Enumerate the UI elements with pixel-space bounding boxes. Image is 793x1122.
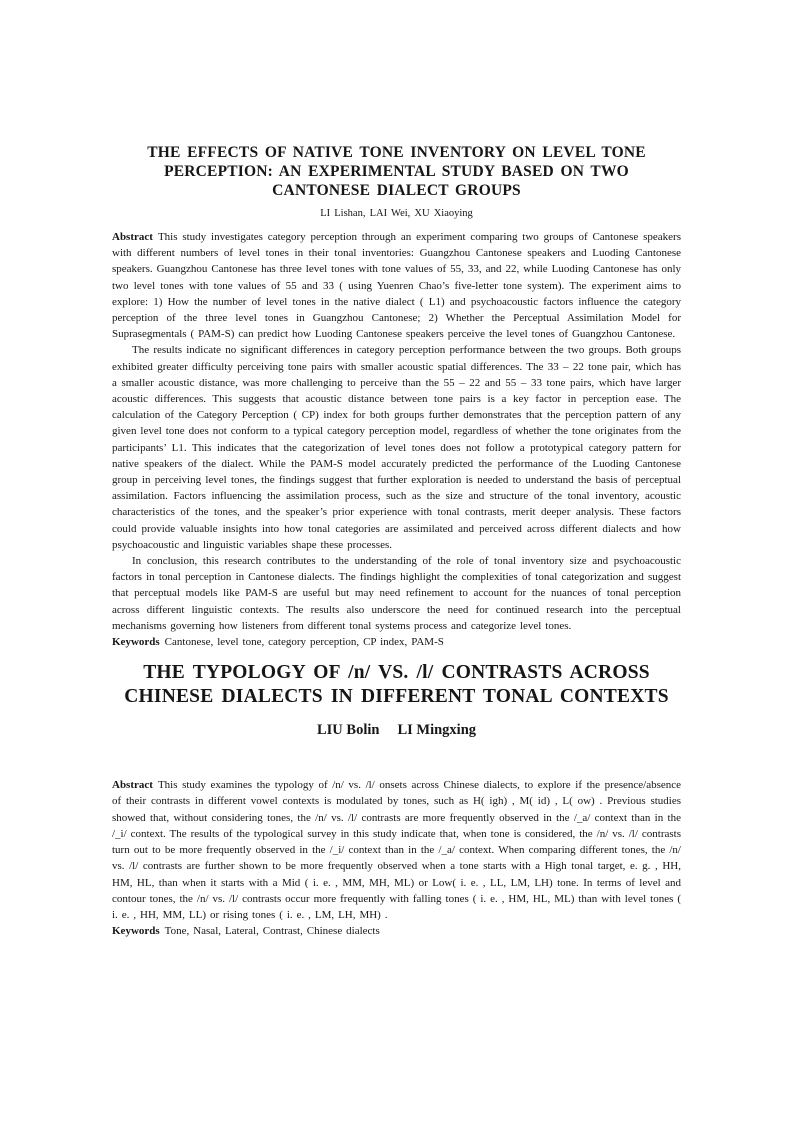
article-2-abstract-label: Abstract — [112, 779, 153, 792]
article-1-title-line-2: PERCEPTION: AN EXPERIMENTAL STUDY BASED ON TWO — [164, 163, 629, 180]
article-2-author-1: LIU Bolin — [316, 722, 380, 739]
article-1-title-line-1: THE EFFECTS OF NATIVE TONE INVENTORY ON LEVEL TONE — [147, 144, 646, 161]
article-1-keywords — [112, 634, 681, 650]
article-2-title-line-2: CHINESE DIALECTS IN DIFFERENT TONAL CONTEXTS — [124, 685, 669, 707]
article-1-header — [112, 143, 681, 221]
article-1 — [112, 143, 681, 650]
article-1-keywords-text: Cantonese, level tone, category perception, CP index, PAM-S — [164, 636, 444, 649]
article-2-keywords-label: Keywords — [112, 925, 160, 938]
article-2-header — [112, 661, 681, 740]
article-1-abstract-paragraph-2: The results indicate no significant differences in category perception performance between the two groups. Both groups exhibited greater difficulty perceiving tone pairs with smaller acoustic spatial differences. The 33 – 22 tone pair, which has a smaller acoustic distance, was more challenging to perceive than the 55 – 22 and 55 – 33 tone pairs, which have larger acoustic differences. This suggests that acoustic distance between tone pairs is a key factor in perception ease. The calculation of the Category Perception ( CP) index for both groups further demonstrates that the perception pattern of any given level tone does not conform to a typical category perception model, regardless of whether the tone originates from the participants’ L1. This indicates that the categorization of level tones does not follow a prototypical category pattern for native speakers of the dialect. While the PAM-S model accurately predicted the performance of the Luoding Cantonese group in perceiving level tones, the findings suggest that further exploration is needed to understand the basis of perceptual assimilation. Factors influencing the assimilation process, such as the size and structure of the tonal inventory, acoustic characteristics of the tones, and the speaker’s prior experience with tonal contrasts, merit deeper analysis. These factors could provide valuable insights into how tonal categories are assimilated and perceived across different dialects and how psychoacoustic and linguistic variables shape these processes. — [112, 344, 681, 551]
article-2-abstract — [112, 777, 681, 939]
article-2-author-2: LI Mingxing — [397, 722, 477, 739]
article-1-abstract-paragraph-1-text: This study investigates category perception through an experiment comparing two groups of Cantonese speakers with different numbers of level tones in their tonal inventories: Guangzhou Cantonese speakers and Luoding Cantonese speakers. Guangzhou Cantonese has three level tones with tone values of 55, 33, and 22, while Luoding Cantonese has only two level tones with tone values of 55 and 33 ( using Yuenren Chao’s five-letter tone system). The experiment aims to explore: 1) How the number of level tones in the native dialect ( L1) and psychoacoustic factors influence the category perception of the three level tones in Guangzhou Cantonese; 2) Whether the Perceptual Assimilation Model for Suprasegmentals ( PAM-S) can predict how Luoding Cantonese speakers perceive the level tones of Guangzhou Cantonese. — [112, 231, 681, 341]
article-2-keywords-text: Tone, Nasal, Lateral, Contrast, Chinese dialects — [164, 925, 380, 938]
article-1-abstract-label: Abstract — [112, 231, 153, 243]
article-1-abstract — [112, 229, 681, 650]
article-2-authors — [112, 721, 681, 740]
article-1-title-line-3: CANTONESE DIALECT GROUPS — [272, 182, 521, 199]
article-1-abstract-paragraph-3: In conclusion, this research contributes to the understanding of the role of tonal inventory size and psychoacoustic factors in tonal perception in Cantonese dialects. The findings highlight the complexities of tonal categorization and suggest that perceptual models like PAM-S are useful but may need refinement to account for the nuances of tonal perception across different linguistic contexts. The results also underscore the need for continued research into the perceptual mechanisms governing how listeners from different tonal systems process and categorize level tones. — [112, 555, 681, 632]
article-1-authors: LI Lishan, LAI Wei, XU Xiaoying — [320, 208, 473, 219]
article-2-abstract-paragraph — [112, 777, 681, 923]
article-1-keywords-label: Keywords — [112, 636, 160, 649]
article-2-title-line-1: THE TYPOLOGY OF /n/ VS. /l/ CONTRASTS ACROSS — [143, 662, 650, 684]
article-2-abstract-text: This study examines the typology of /n/ vs. /l/ onsets across Chinese dialects, to explore if the presence/absence of their contrasts in different vowel contexts is modulated by tones, such as H( igh) , M( id) , L( ow) . Previous studies showed that, without considering tones, the /n/ vs. /l/ contrasts are more frequently observed in the /_a/ context than in the /_i/ context. The results of the typological survey in this study indicate that, when tone is considered, the /n/ vs. /l/ contrasts turn out to be more frequently observed in the /_i/ context than in the /_a/ context. When comparing different tones, the /n/ vs. /l/ contrasts are further shown to be more frequently observed when a tone starts with a High tonal target, e. g. , HH, HM, HL, than when it starts with a Mid ( i. e. , MM, MH, ML) or Low( i. e. , LL, LM, LH) tone. In terms of level and contour tones, the /n/ vs. /l/ contrasts occur more frequently with falling tones ( i. e. , HM, HL, ML) than with level tones ( i. e. , HH, MM, LL) or rising tones ( i. e. , LM, LH, MH) . — [112, 779, 681, 921]
article-1-abstract-paragraph-1 — [112, 229, 681, 342]
article-2 — [112, 661, 681, 939]
article-2-keywords — [112, 923, 681, 939]
